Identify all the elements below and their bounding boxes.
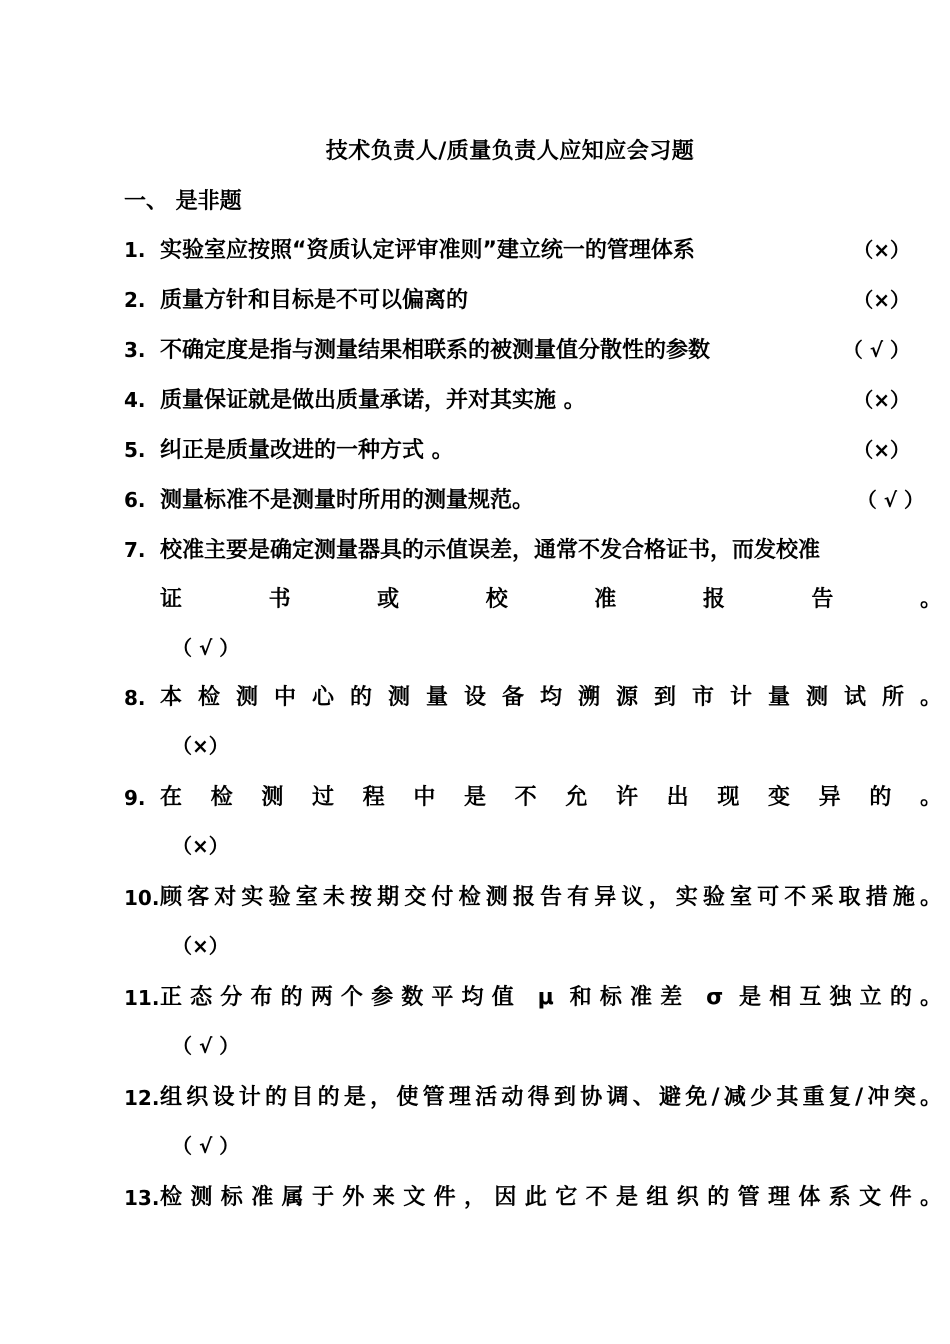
- question-text: 检测标准属于外来文件，因此它不是组织的管理体系文件。: [160, 1185, 942, 1210]
- section-heading: 一、 是非题: [124, 189, 242, 214]
- question-answer: （×）: [172, 934, 229, 958]
- question-item: [124, 332, 942, 369]
- question-item: [124, 680, 942, 717]
- question-number: 1.: [124, 238, 146, 262]
- question-number: 2.: [124, 288, 146, 312]
- question-number: 9.: [124, 786, 146, 810]
- question-text: 在检测过程中是不允许出现变异的。: [160, 785, 942, 810]
- document-title: 技术负责人/质量负责人应知应会习题: [325, 139, 695, 164]
- question-answer: （×）: [853, 388, 910, 412]
- question-answer: （ √ ）: [172, 636, 240, 660]
- question-answer: （ √ ）: [172, 1134, 240, 1158]
- question-text: 不确定度是指与测量结果相联系的被测量值分散性的参数: [160, 338, 711, 363]
- question-answer: （×）: [853, 238, 910, 262]
- question-item: [124, 482, 942, 519]
- question-answer: （ √ ）: [172, 1034, 240, 1058]
- question-text: 本检测中心的测量设备均溯源到市计量测试所。: [160, 685, 942, 710]
- question-item: [124, 880, 942, 917]
- question-item: [124, 980, 942, 1017]
- question-number: 12.: [124, 1086, 160, 1110]
- question-number: 8.: [124, 686, 146, 710]
- question-text: 组织设计的目的是，使管理活动得到协调、避免/减少其重复/冲突。: [160, 1085, 942, 1110]
- question-answer: （ √ ）: [856, 488, 924, 512]
- question-item: [124, 432, 942, 469]
- question-number: 6.: [124, 488, 146, 512]
- question-answer: （×）: [853, 438, 910, 462]
- question-number: 7.: [124, 538, 146, 562]
- question-text: 正态分布的两个参数平均值 μ 和标准差 σ 是相互独立的。: [160, 985, 942, 1010]
- question-number: 10.: [124, 886, 160, 910]
- question-item: [124, 532, 942, 569]
- question-item: [124, 282, 942, 319]
- question-text: 实验室应按照“资质认定评审准则”建立统一的管理体系: [160, 238, 695, 263]
- question-item: [124, 232, 942, 269]
- question-answer: （×）: [853, 288, 910, 312]
- question-answer: （×）: [172, 834, 229, 858]
- question-text: 测量标准不是测量时所用的测量规范。: [160, 488, 535, 513]
- question-number: 13.: [124, 1186, 160, 1210]
- question-answer: （×）: [172, 734, 229, 758]
- question-number: 5.: [124, 438, 146, 462]
- question-item: [124, 382, 942, 419]
- question-continuation: [124, 582, 942, 618]
- question-text: 顾客对实验室未按期交付检测报告有异议，实验室可不采取措施。: [160, 885, 942, 910]
- question-text: 纠正是质量改进的一种方式 。: [160, 438, 454, 463]
- question-item: [124, 1180, 942, 1217]
- question-text: 质量保证就是做出质量承诺，并对其实施 。: [160, 388, 586, 413]
- question-item: [124, 780, 942, 817]
- question-answer: （ √ ）: [842, 338, 910, 362]
- question-text: 质量方针和目标是不可以偏离的: [160, 288, 469, 313]
- question-text: 校准主要是确定测量器具的示值误差，通常不发合格证书，而发校准: [160, 538, 821, 563]
- question-number: 3.: [124, 338, 146, 362]
- question-number: 11.: [124, 986, 160, 1010]
- question-text-line2: 证书或校准报告。: [160, 587, 942, 612]
- question-number: 4.: [124, 388, 146, 412]
- question-item: [124, 1080, 942, 1117]
